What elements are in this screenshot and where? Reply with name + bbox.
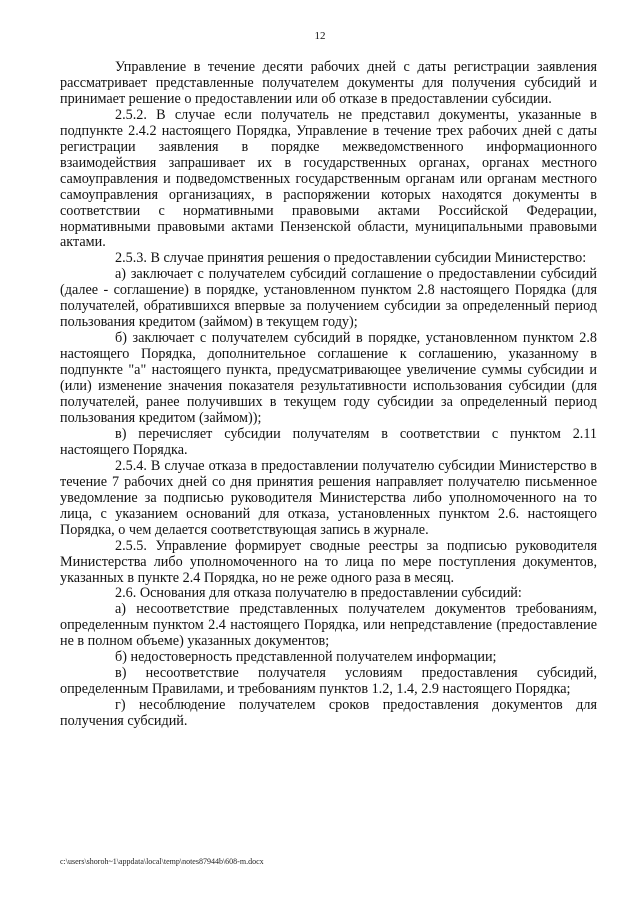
paragraph-2-6-b: б) недостоверность представленной получателем информации; (115, 649, 497, 666)
paragraph-intro: Управление в течение десяти рабочих дней с даты регистрации заявления рассматривает представленные получателем документы для получения субсидий и принимает решение о предоставлении или об отказе в предоставлении субсидии. (60, 59, 597, 107)
page-number: 12 (314, 30, 326, 42)
document-body (60, 60, 597, 730)
footer-file-path: c:\users\shoroh~1\appdata\local\temp\notes87944b\608-m.docx (60, 857, 264, 866)
paragraph-2-6-a: а) несоответствие представленных получателем документов требованиям, определенным пунктом 2.4 настоящего Порядка, или непредставление (предоставление не в полном объеме) указанных документов; (60, 601, 597, 650)
paragraph-2-5-3-b: б) заключает с получателем субсидий в порядке, установленном пунктом 2.8 настоящего Порядка, дополнительное соглашение к соглашению, указанному в подпункте "а" настоящего пункта, предусматривающее увеличение суммы субсидии и (или) изменение значения показателя результативности использования субсидии (для получателей, ранее получивших в текущем году субсидии за определенный период пользования кредитом (займом)); (60, 330, 597, 426)
paragraph-2-6-v: в) несоответствие получателя условиям предоставления субсидий, определенным Правилами, и требованиям пунктов 1.2, 1.4, 2.9 настоящего Порядка; (60, 665, 597, 698)
paragraph-2-5-5: 2.5.5. Управление формирует сводные реестры за подписью руководителя Министерства либо уполномоченного на то лица по мере поступления документов, указанных в пункте 2.4 Порядка, но не реже одного раза в месяц. (60, 537, 597, 586)
paragraph-2-5-2: 2.5.2. В случае если получатель не представил документы, указанные в подпункте 2.4.2 настоящего Порядка, Управление в течение трех рабочих дней с даты регистрации заявления в порядке межведомственного информационного взаимодействия запрашивает их в государственных органах, органах местного самоуправления и подведомственных государственным органам или органам местного самоуправления организациях, в распоряжении которых находятся документы в соответствии с нормативными правовыми актами Российской Федерации, нормативными правовыми актами Пензенской области, муниципальными правовыми актами. (60, 106, 597, 251)
paragraph-2-5-3-v: в) перечисляет субсидии получателям в соответствии с пунктом 2.11 настоящего Порядка. (60, 425, 597, 458)
paragraph-2-6: 2.6. Основания для отказа получателю в предоставлении субсидий: (115, 585, 522, 602)
paragraph-2-6-g: г) несоблюдение получателем сроков предоставления документов для получения субсидий. (60, 697, 597, 730)
paragraph-2-5-3-a: а) заключает с получателем субсидий соглашение о предоставлении субсидий (далее - соглашение) в порядке, установленном пунктом 2.8 настоящего Порядка (для получателей, обратившихся впервые за получением субсидии за определенный период пользования кредитом (займом) в текущем году); (60, 266, 597, 331)
paragraph-2-5-4: 2.5.4. В случае отказа в предоставлении получателю субсидии Министерство в течение 7 рабочих дней со дня принятия решения направляет получателю письменное уведомление за подписью руководителя Министерства либо уполномоченного на то лица, с указанием оснований для отказа, установленных пунктом 2.6. настоящего Порядка, о чем делается соответствующая запись в журнале. (60, 457, 597, 538)
paragraph-2-5-3: 2.5.3. В случае принятия решения о предоставлении субсидии Министерство: (115, 250, 587, 267)
